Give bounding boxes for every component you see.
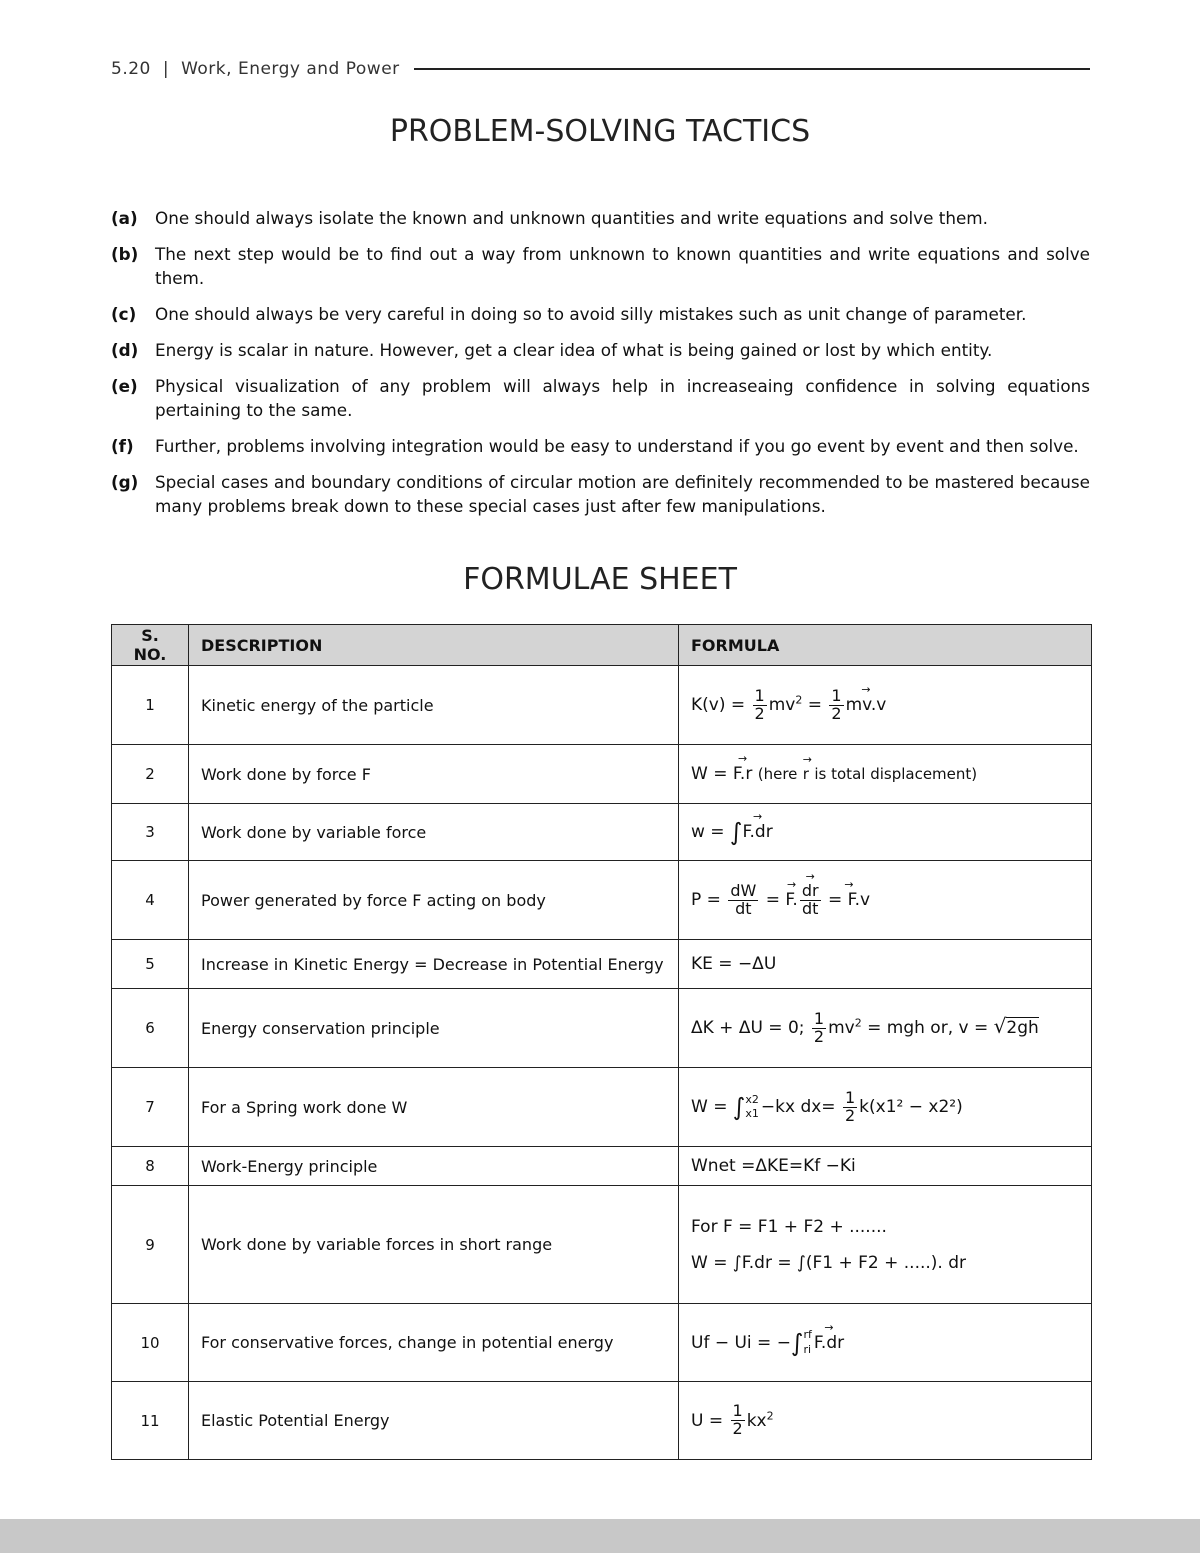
item-label: (b) xyxy=(111,244,139,264)
row-number: 9 xyxy=(112,1186,189,1304)
table-row xyxy=(112,1304,1092,1382)
fraction xyxy=(731,1403,745,1438)
row-formula xyxy=(679,940,1092,989)
item-text: One should always isolate the known and unknown quantities and write equations and solve them. xyxy=(155,208,988,228)
row-number: 3 xyxy=(112,804,189,861)
row-number: 1 xyxy=(112,666,189,745)
formula-text: K(v) = xyxy=(691,695,746,715)
row-description: For a Spring work done W xyxy=(189,1068,679,1147)
fraction xyxy=(753,685,767,723)
row-description: Elastic Potential Energy xyxy=(189,1382,679,1460)
formula-text: W = xyxy=(691,764,728,784)
item-label: (f) xyxy=(111,436,134,456)
chapter-title: Work, Energy and Power xyxy=(181,59,400,79)
formula-text: is total displacement) xyxy=(814,765,978,783)
row-description: Increase in Kinetic Energy = Decrease in Potential Energy xyxy=(189,940,679,989)
integral-sign: ∫ xyxy=(790,1328,804,1357)
row-formula xyxy=(679,666,1092,745)
formula-text: P = xyxy=(691,890,721,910)
integral-limits xyxy=(745,1093,759,1122)
header-separator: | xyxy=(162,59,170,79)
table-row xyxy=(112,989,1092,1068)
row-number: 5 xyxy=(112,940,189,989)
fraction xyxy=(812,1008,826,1046)
numerator: → dr xyxy=(800,883,821,901)
row-description: Power generated by force F acting on body xyxy=(189,861,679,940)
sno-header: S. NO. xyxy=(112,625,189,666)
exponent: 2 xyxy=(795,693,803,707)
formulae-title: FORMULAE SHEET xyxy=(463,562,737,597)
denominator: 2 xyxy=(732,1419,743,1438)
formula-text: 2gh xyxy=(1006,1018,1039,1038)
row-description: Work done by variable forces in short range xyxy=(189,1186,679,1304)
fraction xyxy=(800,880,821,918)
numerator: 1 xyxy=(831,685,842,705)
formula-text: → F.dr xyxy=(814,1333,844,1353)
formula-text: = xyxy=(765,890,780,910)
formula-text: KE = −ΔU xyxy=(691,954,777,974)
item-label: (e) xyxy=(111,376,138,396)
formula-text: W = ∫F.dr = ∫(F1 + F2 + .....). dr xyxy=(691,1252,967,1273)
row-number: 10 xyxy=(112,1304,189,1382)
formula-text: mv xyxy=(828,1018,855,1038)
formula-text: = mgh or, v = xyxy=(867,1018,989,1038)
formula-text: → mv.v xyxy=(846,695,887,715)
formula-text: U = xyxy=(691,1410,724,1431)
formula-text: −kx dx= xyxy=(760,1097,836,1117)
fraction xyxy=(843,1087,857,1125)
fraction xyxy=(728,880,758,918)
lower-limit: x1 xyxy=(745,1107,759,1120)
row-number: 6 xyxy=(112,989,189,1068)
table-row xyxy=(112,804,1092,861)
item-text: The next step would be to find out a way from unknown to known quantities and write equations and solve them. xyxy=(155,244,1090,288)
row-formula xyxy=(679,1186,1092,1304)
denominator: 2 xyxy=(754,703,765,723)
list-item xyxy=(111,206,1090,230)
table-row xyxy=(112,940,1092,989)
table-header-row xyxy=(112,625,1092,666)
list-item xyxy=(111,434,1090,458)
item-label: (d) xyxy=(111,340,139,360)
header-rule xyxy=(414,68,1090,70)
formula-text: (here xyxy=(757,765,798,783)
row-number: 4 xyxy=(112,861,189,940)
formula-text: ΔK + ΔU = 0; xyxy=(691,1018,805,1038)
description-header: DESCRIPTION xyxy=(189,625,679,666)
row-formula xyxy=(679,804,1092,861)
item-label: (g) xyxy=(111,472,139,492)
formula-header: FORMULA xyxy=(679,625,1092,666)
denominator: dt xyxy=(801,898,819,918)
table-row xyxy=(112,1186,1092,1304)
formula-text: Uf − Ui = − xyxy=(691,1332,791,1353)
tactics-title: PROBLEM-SOLVING TACTICS xyxy=(389,114,811,149)
row-number: 11 xyxy=(112,1382,189,1460)
upper-limit: rf xyxy=(803,1328,812,1342)
row-description: For conservative forces, change in potential energy xyxy=(189,1304,679,1382)
row-formula xyxy=(679,745,1092,804)
denominator: 2 xyxy=(844,1105,856,1125)
row-description: Work done by variable force xyxy=(189,804,679,861)
row-description: Work done by force F xyxy=(189,745,679,804)
numerator: 1 xyxy=(813,1008,825,1028)
row-formula xyxy=(679,1304,1092,1382)
list-item xyxy=(111,338,1090,362)
formula-text: W = xyxy=(691,1097,728,1117)
numerator: dW xyxy=(730,880,757,900)
list-item xyxy=(111,374,1090,422)
row-number: 7 xyxy=(112,1068,189,1147)
exponent: 2 xyxy=(766,1408,774,1422)
lower-limit: ri xyxy=(803,1342,812,1356)
fraction xyxy=(829,685,843,723)
sqrt-sign: √ xyxy=(993,1014,1007,1038)
page-number: 5.20 xyxy=(111,59,151,79)
upper-limit: x2 xyxy=(745,1092,759,1106)
integral-limits xyxy=(803,1328,811,1357)
item-text: Further, problems involving integration would be easy to understand if you go event by event and then solve. xyxy=(155,436,1079,456)
table-row xyxy=(112,666,1092,745)
formula-text: w = xyxy=(691,822,725,842)
denominator: dt xyxy=(735,898,752,918)
formula-text: mv xyxy=(768,695,796,715)
footer-bar xyxy=(0,1519,1200,1553)
table-row xyxy=(112,861,1092,940)
item-label: (c) xyxy=(111,304,137,324)
numerator: 1 xyxy=(844,1087,856,1107)
row-formula xyxy=(679,1068,1092,1147)
row-description: Work-Energy principle xyxy=(189,1147,679,1186)
item-text: Physical visualization of any problem will always help in increaseaing confidence in solving equations pertaining to the same. xyxy=(155,376,1090,420)
row-number: 8 xyxy=(112,1147,189,1186)
formula-text: → r xyxy=(803,765,809,783)
formula-text: k xyxy=(859,1097,870,1117)
formula-text: → F.dr xyxy=(742,822,772,842)
table-row xyxy=(112,745,1092,804)
formula-text: → = F.v xyxy=(828,890,870,910)
item-text: One should always be very careful in doing so to avoid silly mistakes such as unit change of parameter. xyxy=(155,304,1027,324)
integral-sign: ∫ xyxy=(729,818,743,846)
item-text: Energy is scalar in nature. However, get a clear idea of what is being gained or lost by which entity. xyxy=(155,340,993,360)
table-row xyxy=(112,1382,1092,1460)
numerator: 1 xyxy=(754,685,765,705)
formula-text: → F.r xyxy=(733,764,752,784)
denominator: 2 xyxy=(813,1026,825,1046)
integral-sign: ∫ xyxy=(732,1093,746,1121)
formula-text: (x1² − x2²) xyxy=(869,1097,963,1117)
list-item xyxy=(111,242,1090,290)
formula-text: → F. xyxy=(785,890,797,910)
numerator: 1 xyxy=(732,1401,743,1421)
row-formula xyxy=(679,1147,1092,1186)
row-number: 2 xyxy=(112,745,189,804)
formula-text: For F = F1 + F2 + ....... xyxy=(691,1216,887,1237)
table-row xyxy=(112,1147,1092,1186)
table-row xyxy=(112,1068,1092,1147)
page-header xyxy=(111,56,1090,82)
row-formula xyxy=(679,861,1092,940)
row-formula xyxy=(679,1382,1092,1460)
list-item xyxy=(111,470,1090,518)
formula-text: Wnet =ΔKE=Kf −Ki xyxy=(691,1156,856,1176)
list-item xyxy=(111,302,1090,326)
row-description: Kinetic energy of the particle xyxy=(189,666,679,745)
row-formula xyxy=(679,989,1092,1068)
formula-text: = xyxy=(807,695,822,715)
item-text: Special cases and boundary conditions of circular motion are definitely recommended to be mastered because many problems break down to these special cases just after few manipulations. xyxy=(155,472,1090,516)
formula-text: kx xyxy=(746,1410,767,1431)
item-label: (a) xyxy=(111,208,138,228)
formulae-table xyxy=(111,624,1092,1460)
exponent: 2 xyxy=(854,1016,862,1030)
row-description: Energy conservation principle xyxy=(189,989,679,1068)
tactics-list xyxy=(111,206,1090,530)
denominator: 2 xyxy=(831,703,842,723)
